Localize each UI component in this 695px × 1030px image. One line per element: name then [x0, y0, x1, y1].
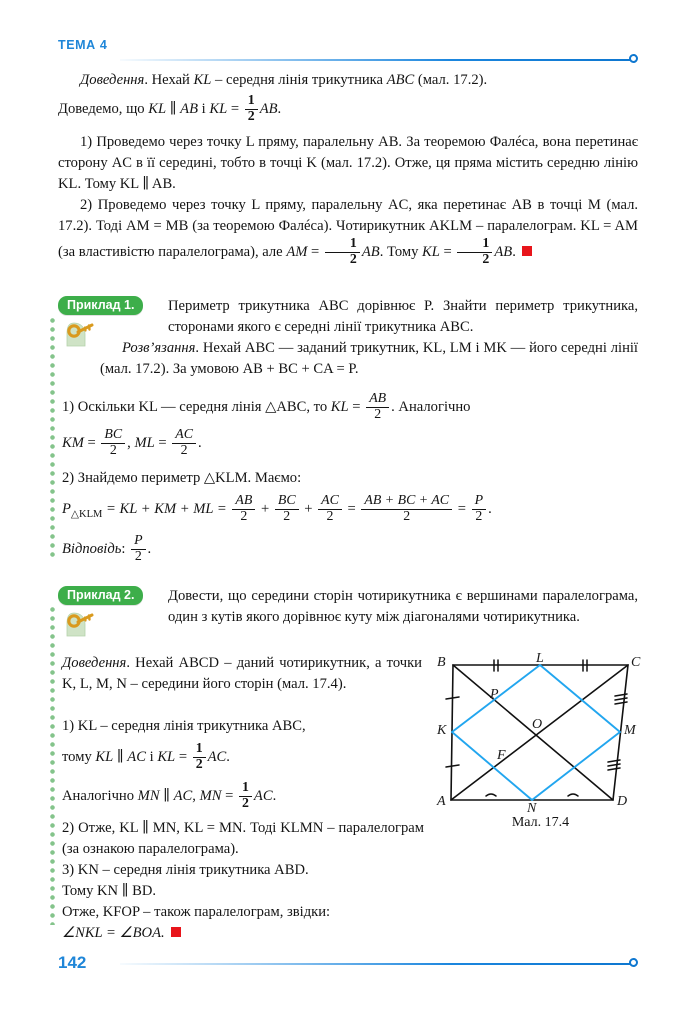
math-kl-2: KL	[148, 100, 167, 117]
fraction-answer	[131, 534, 145, 564]
fraction-f2	[275, 494, 299, 524]
fraction-numerator: 1	[239, 781, 252, 797]
figure-label-A: A	[437, 794, 446, 809]
proof-label-2: Доведення	[62, 655, 127, 671]
period-4: .	[147, 540, 152, 557]
margin-dotted-line-2	[50, 605, 55, 925]
figure-label-N: N	[527, 801, 537, 816]
figure-label-K: K	[437, 723, 447, 738]
example-2-line-5: 3) KN – середня лінія трикутника ABD.	[62, 862, 309, 878]
step1-text: 1) Оскільки KL — середня лінія △ABC, то	[62, 398, 331, 415]
fraction-one-half-5	[239, 781, 252, 811]
math-mn: MN	[137, 787, 160, 804]
proof-text-tomu: . Тому	[379, 243, 423, 260]
solution-label: Розв’язання	[122, 340, 196, 356]
fraction-bc-over-2	[101, 428, 125, 458]
math-mn-2: MN	[199, 787, 222, 804]
example-2-line-8	[62, 923, 424, 944]
proof-intro-paragraph	[58, 70, 638, 91]
proof-label: Доведення	[80, 72, 145, 88]
fraction-denominator: 2	[109, 442, 117, 458]
figure-label-C: C	[631, 655, 641, 670]
proof-claim-paragraph	[58, 94, 638, 124]
page-header	[0, 0, 695, 66]
fraction-numerator: P	[472, 494, 486, 510]
page-number: 142	[58, 953, 87, 972]
example-2-line-4: 2) Отже, KL ∥ MN, KL = MN. Тоді KLMN – паралелограм (за ознакою паралелограма).	[62, 820, 424, 857]
parallel-symbol: ∥	[166, 100, 181, 117]
fraction-denominator: 2	[326, 508, 334, 524]
figure-label-B: B	[437, 655, 446, 670]
equals-sign-4: =	[348, 398, 365, 415]
margin-dotted-line-1	[50, 316, 55, 560]
formula-eq1: = KL + KM + ML =	[102, 500, 231, 517]
equals-sign-8: =	[221, 787, 237, 804]
math-am: AM	[286, 243, 308, 260]
key-icon	[62, 610, 96, 640]
equals-sign-2: =	[307, 243, 323, 260]
parallel-symbol-3: ∥	[159, 787, 174, 804]
fraction-denominator: 2	[349, 251, 357, 267]
fraction-numerator: 1	[193, 742, 206, 758]
line2-and: і	[145, 748, 158, 765]
equals-sign-7: =	[175, 748, 191, 765]
fraction-numerator: AB	[232, 494, 255, 510]
endpoint-circle-icon	[629, 54, 638, 63]
figure-17-4	[428, 652, 653, 837]
math-ml: ML	[134, 434, 155, 451]
math-abc: ABC	[386, 72, 415, 88]
angle-equality: ∠NKL = ∠BOA.	[62, 925, 165, 941]
step1-tail: . Аналогічно	[391, 398, 471, 415]
qed-square-icon	[522, 246, 532, 256]
endpoint-circle-icon	[629, 958, 638, 967]
fraction-denominator: 2	[240, 508, 248, 524]
fraction-denominator: 2	[283, 508, 291, 524]
answer-label: Відповідь	[62, 540, 122, 557]
math-kl-6: KL	[95, 748, 114, 765]
fraction-ab-over-2	[366, 392, 389, 422]
proof-step-2-text: 2) Проведемо через точку L пряму, паралельну AC, яка перетинає AB в точці M (мал. 17.2). Тоді AM = MB (за теоремою Фалéса). Чотирикутник AKLM – паралелограм. KL = AM (за властивістю паралелограма), але	[58, 197, 638, 260]
example-1-answer	[62, 534, 462, 564]
footer-rule	[120, 963, 630, 965]
example-2-line-2	[62, 742, 422, 772]
math-kl-7: KL	[157, 748, 176, 765]
fraction-f1	[232, 494, 255, 524]
formula-end: .	[488, 500, 492, 517]
proof-step-2	[58, 195, 638, 267]
fraction-numerator: AB + BC + AC	[361, 494, 452, 510]
period: .	[277, 100, 282, 117]
fraction-numerator: 1	[245, 94, 258, 110]
example-2-proof-intro	[62, 653, 422, 695]
period-6: .	[272, 787, 277, 804]
example-1-formula	[62, 494, 638, 525]
math-ab: AB	[180, 100, 199, 117]
claim-text-2: і	[198, 100, 210, 117]
figure-label-O: O	[532, 717, 543, 732]
line3-text: Аналогічно	[62, 787, 138, 804]
figure-label-D: D	[617, 794, 628, 809]
fraction-ac-over-2	[172, 428, 196, 458]
example-2-statement: Довести, що середини сторін чотирикутника є вершинами паралелограма, один з кутів якого дорівнює куту між діагоналями чотирикутника.	[168, 588, 638, 625]
math-kl-3: KL	[209, 100, 228, 117]
fraction-one-half-2	[325, 237, 360, 267]
equals-sign-6: =	[154, 434, 171, 451]
fraction-denominator: 2	[180, 442, 188, 458]
period-5: .	[226, 748, 230, 765]
qed-square-icon	[171, 927, 181, 937]
line2-text: тому	[62, 748, 96, 765]
fraction-denominator: 2	[482, 251, 490, 267]
math-ab-2: AB	[259, 100, 278, 117]
fraction-one-half-3	[457, 237, 492, 267]
figure-label-L: L	[536, 651, 544, 666]
proof-text-3: (мал. 17.2).	[414, 72, 488, 88]
fraction-one-half	[245, 94, 258, 124]
proof-step-1: 1) Проведемо через точку L пряму, паралельну AB. За теоремою Фалéса, вона перетинає сторону AC в її середині, тобто в точці K (мал. 17.2). Отже, ця пряма містить середню лінію KL. Тому KL ∥ AB.	[58, 134, 638, 192]
math-ab-4: AB	[494, 243, 513, 260]
comma-2: ,	[192, 787, 200, 804]
fraction-denominator: 2	[134, 548, 142, 564]
fraction-denominator: 2	[475, 508, 483, 524]
header-rule	[120, 59, 630, 61]
fraction-numerator: 1	[325, 237, 360, 253]
example-1-step-2-label: 2) Знайдемо периметр △KLM. Маємо:	[62, 470, 302, 486]
fraction-denominator: 2	[374, 406, 382, 422]
fraction-denominator: 2	[247, 108, 255, 124]
figure-caption: Мал. 17.4	[511, 815, 570, 830]
math-kl-5: KL	[330, 398, 349, 415]
plus-1: +	[257, 500, 273, 517]
fraction-denominator: 2	[403, 508, 411, 524]
example-2-line-3	[62, 781, 422, 811]
example-1-statement: Периметр трикутника ABC дорівнює P. Знайти периметр трикутника, сторонами якого є середні лінії трикутника ABC.	[168, 298, 638, 335]
example-1-solution	[100, 338, 638, 380]
example-2-badge: Приклад 2.	[58, 586, 143, 605]
page-footer	[0, 948, 695, 988]
fraction-denominator: 2	[241, 795, 249, 811]
comma: ,	[127, 434, 135, 451]
example-1-step-1b	[62, 428, 638, 458]
math-ac-2: AC	[207, 748, 227, 765]
math-kl-4: KL	[422, 243, 440, 260]
fraction-one-half-4	[193, 742, 206, 772]
fraction-numerator: BC	[101, 428, 125, 444]
figure-label-M: M	[624, 723, 636, 738]
example-1-step-1	[62, 392, 638, 422]
key-icon	[62, 320, 96, 350]
fraction-f3	[318, 494, 342, 524]
plus-2: +	[300, 500, 317, 517]
answer-colon: :	[121, 540, 130, 557]
example-2-line-1: 1) KL – середня лінія трикутника ABC,	[62, 718, 306, 734]
period-3: .	[197, 434, 202, 451]
fraction-denominator: 2	[195, 756, 203, 772]
math-ac-4: AC	[253, 787, 273, 804]
example-2-line-6: Тому KN ∥ BD.	[62, 883, 157, 899]
equals-sign: =	[227, 100, 243, 117]
fraction-numerator: 1	[457, 237, 492, 253]
formula-lhs: P	[62, 500, 71, 517]
example-1-badge: Приклад 1.	[58, 296, 143, 315]
figure-label-F: F	[497, 748, 506, 763]
proof-text-1: . Нехай	[144, 72, 194, 88]
math-ac: AC	[127, 748, 146, 765]
fraction-numerator: P	[131, 534, 145, 550]
fraction-numerator: BC	[275, 494, 299, 510]
fraction-numerator: AC	[318, 494, 342, 510]
formula-eq2: =	[343, 500, 360, 517]
equals-sign-3: =	[439, 243, 456, 260]
fraction-numerator: AC	[172, 428, 196, 444]
math-km: KM	[62, 434, 84, 451]
equals-sign-5: =	[83, 434, 100, 451]
formula-eq3: =	[454, 500, 470, 517]
fraction-f5	[472, 494, 486, 524]
solution-text: . Нехай ABC — заданий трикутник, KL, LM і MK — його середні лінії (мал. 17.2). За умовою AB + BC + CA = P.	[100, 340, 638, 377]
theme-label: ТЕМА 4	[58, 38, 108, 52]
proof-text-2: – середня лінія трикутника	[211, 72, 387, 88]
math-ab-3: AB	[361, 243, 380, 260]
fraction-numerator: AB	[366, 392, 389, 408]
fraction-f4	[361, 494, 452, 524]
formula-lhs-subscript: △KLM	[70, 508, 103, 520]
math-ac-3: AC	[173, 787, 193, 804]
parallel-symbol-2: ∥	[113, 748, 128, 765]
period-2: .	[512, 243, 516, 260]
claim-text-1: Доведемо, що	[58, 100, 149, 117]
proof-text-4: . Нехай ABCD – даний чотирикутник, а точки K, L, M, N – середини його сторін (мал. 17.4).	[62, 655, 422, 692]
figure-label-P: P	[490, 687, 499, 702]
example-2-line-7: Отже, KFOP – також паралелограм, звідки:	[62, 904, 331, 920]
math-kl: KL	[193, 72, 212, 88]
